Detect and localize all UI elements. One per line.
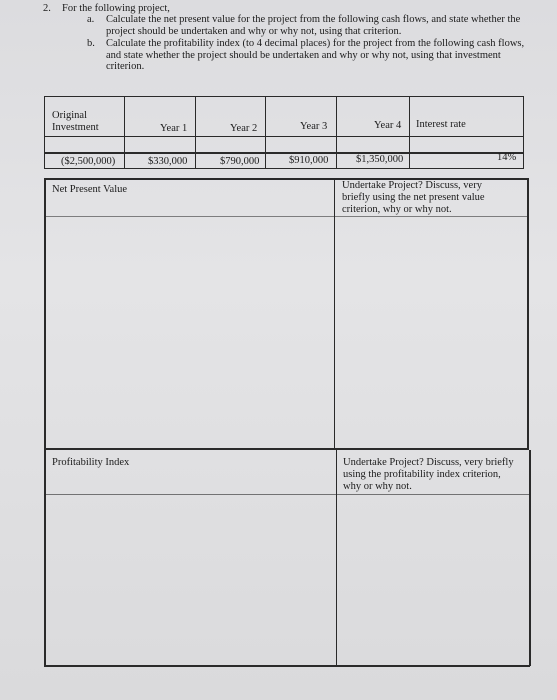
part-b-letter: b. bbox=[87, 38, 95, 49]
value-year-2: $790,000 bbox=[220, 156, 260, 167]
table-border-top bbox=[44, 96, 524, 97]
npv-discussion-prompt: Undertake Project? Discuss, very briefly using the net present value criterion, why or why not. bbox=[342, 180, 485, 215]
npv-header-divider bbox=[44, 216, 528, 217]
table-col-divider bbox=[195, 96, 196, 168]
pi-header-divider bbox=[44, 494, 530, 495]
pi-border-bottom bbox=[44, 665, 530, 667]
value-interest-rate: 14% bbox=[497, 152, 517, 163]
npv-answer-area[interactable] bbox=[46, 218, 333, 447]
table-border-bottom bbox=[44, 168, 524, 169]
part-a-letter: a. bbox=[87, 14, 95, 25]
question-intro: For the following project, bbox=[62, 3, 170, 14]
header-year-3: Year 3 bbox=[300, 121, 328, 132]
npv-border-right bbox=[527, 178, 529, 450]
part-b-text: Calculate the profitability index (to 4 decimal places) for the project from the following cash flows, and state whether the project should be undertaken and why or why not, using that investment criterion. bbox=[106, 38, 525, 72]
npv-border-bottom bbox=[44, 448, 528, 450]
pi-answer-area[interactable] bbox=[46, 496, 335, 664]
pi-discussion-answer-area[interactable] bbox=[338, 496, 528, 664]
npv-discussion-answer-area[interactable] bbox=[336, 218, 526, 447]
pi-discussion-prompt: Undertake Project? Discuss, very briefly using the profitability index criterion, why or why not. bbox=[343, 457, 514, 492]
table-col-divider bbox=[409, 96, 410, 168]
header-original-investment: Original Investment bbox=[52, 110, 99, 133]
npv-label: Net Present Value bbox=[52, 184, 128, 195]
header-year-4: Year 4 bbox=[374, 120, 402, 131]
header-year-1: Year 1 bbox=[160, 123, 188, 134]
table-col-divider bbox=[265, 96, 266, 168]
question-number: 2. bbox=[43, 3, 51, 14]
part-a-text: Calculate the net present value for the project from the following cash flows, and state whether the project should be undertaken and why or why not, using that criterion. bbox=[106, 14, 521, 37]
table-header-divider bbox=[44, 136, 524, 137]
header-interest-rate: Interest rate bbox=[416, 119, 466, 130]
value-original-investment: ($2,500,000) bbox=[61, 156, 116, 167]
table-border-left bbox=[44, 96, 45, 168]
value-year-4: $1,350,000 bbox=[356, 154, 404, 165]
pi-border-right bbox=[529, 450, 531, 666]
table-col-divider bbox=[124, 96, 125, 168]
value-year-3: $910,000 bbox=[289, 155, 329, 166]
header-year-2: Year 2 bbox=[230, 123, 258, 134]
table-border-right bbox=[523, 96, 524, 168]
value-year-1: $330,000 bbox=[148, 156, 188, 167]
table-col-divider bbox=[336, 96, 337, 168]
pi-label: Profitability Index bbox=[52, 457, 130, 468]
table-row-divider bbox=[44, 152, 524, 154]
